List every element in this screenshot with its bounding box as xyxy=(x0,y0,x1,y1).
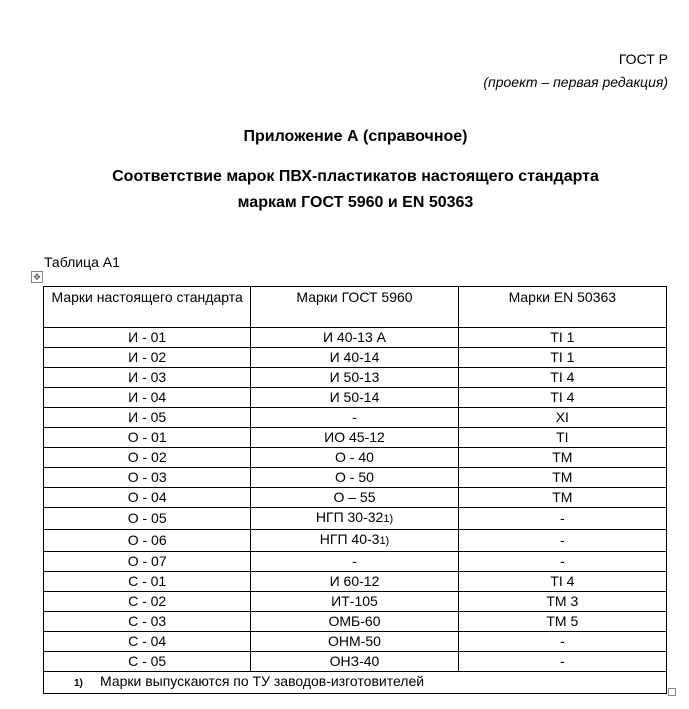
table-cell xyxy=(458,530,666,552)
table-cell xyxy=(458,388,666,408)
table-cell xyxy=(44,612,251,632)
table-row xyxy=(44,530,667,552)
table-cell xyxy=(251,428,458,448)
table-row xyxy=(44,388,667,408)
cell-text: TI xyxy=(556,429,569,445)
cell-text: - xyxy=(559,510,565,526)
table-cell xyxy=(458,552,666,572)
table-cell xyxy=(44,572,251,592)
table-cell xyxy=(44,508,251,530)
table-cell xyxy=(44,328,251,348)
table-cell xyxy=(458,468,666,488)
table-cell xyxy=(251,572,458,592)
cell-text: О - 40 xyxy=(335,449,374,465)
cell-text: ИО 45-12 xyxy=(324,429,385,445)
table-cell xyxy=(458,508,666,530)
table-cell xyxy=(251,408,458,428)
cell-text: ИТ-105 xyxy=(331,593,378,609)
table-cell xyxy=(251,328,458,348)
cell-text: ОНЗ-40 xyxy=(329,653,380,669)
cell-text: О - 07 xyxy=(127,553,167,569)
table-cell xyxy=(458,448,666,468)
table-cell xyxy=(458,328,666,348)
cell-text: И 50-13 xyxy=(329,369,380,385)
cell-text: О - 50 xyxy=(335,469,374,485)
cell-text: ТМ 3 xyxy=(546,593,579,609)
table-cell xyxy=(44,348,251,368)
table-cell xyxy=(44,448,251,468)
table-resize-handle[interactable] xyxy=(668,688,676,696)
table-cell xyxy=(44,488,251,508)
table-cell xyxy=(458,652,666,672)
table-cell xyxy=(44,368,251,388)
table-cell xyxy=(44,408,251,428)
cell-text: О - 03 xyxy=(127,469,167,485)
cell-text: - xyxy=(559,653,565,669)
cell-text: - xyxy=(352,553,357,569)
table-cell xyxy=(458,408,666,428)
cell-text: О - 04 xyxy=(127,489,167,505)
cell-text: С - 03 xyxy=(128,613,167,629)
appendix-subtitle-line2: маркам ГОСТ 5960 и EN 50363 xyxy=(237,194,474,211)
table-cell xyxy=(251,592,458,612)
table-cell xyxy=(251,652,458,672)
cell-text: TI 4 xyxy=(550,389,575,405)
table-row xyxy=(44,632,667,652)
cell-text: TI 4 xyxy=(550,369,575,385)
cell-text: НГП 40-3 xyxy=(319,531,380,547)
table-cell xyxy=(458,592,666,612)
cell-text: И 60-12 xyxy=(329,573,380,589)
footnote-reference: 1) xyxy=(383,513,394,525)
table-row xyxy=(44,428,667,448)
cell-text: И 40-13 А xyxy=(322,329,386,345)
cell-text: ОНМ-50 xyxy=(328,633,381,649)
footnote-mark: 1) xyxy=(74,678,83,689)
cell-text: XI xyxy=(555,409,569,425)
cell-text: И 50-14 xyxy=(329,389,380,405)
table-row xyxy=(44,468,667,488)
table-cell xyxy=(251,348,458,368)
table-row xyxy=(44,612,667,632)
table-move-handle-icon[interactable]: ✥ xyxy=(31,271,43,283)
cell-text: TI 1 xyxy=(550,329,575,345)
cell-text: С - 05 xyxy=(128,653,167,669)
table-cell xyxy=(251,508,458,530)
grades-table xyxy=(43,286,667,694)
table-row xyxy=(44,368,667,388)
cell-text: О - 01 xyxy=(127,429,167,445)
footnote-text: Марки выпускаются по ТУ заводов-изготовителей xyxy=(100,673,425,689)
table-cell xyxy=(458,348,666,368)
footnote-row xyxy=(44,672,667,694)
table-cell xyxy=(458,488,666,508)
footnote-reference: 1) xyxy=(379,535,390,547)
table-cell xyxy=(251,488,458,508)
cell-text: С - 01 xyxy=(128,573,167,589)
cell-text: О – 55 xyxy=(333,489,376,505)
edition-label: (проект – первая редакция) xyxy=(483,74,668,90)
cell-text: ТМ xyxy=(552,469,573,485)
cell-text: ТМ xyxy=(552,449,573,465)
column-header: Марки настоящего стандарта xyxy=(44,287,251,328)
cell-text: ТМ 5 xyxy=(546,613,579,629)
cell-text: TI 1 xyxy=(550,349,575,365)
cell-text: С - 04 xyxy=(128,633,167,649)
table-cell xyxy=(44,592,251,612)
cell-text: О - 02 xyxy=(127,449,167,465)
table-cell xyxy=(251,468,458,488)
table-cell xyxy=(458,612,666,632)
table-cell xyxy=(251,612,458,632)
table-cell xyxy=(251,448,458,468)
table-cell xyxy=(251,368,458,388)
table-row xyxy=(44,652,667,672)
table-cell xyxy=(458,428,666,448)
cell-text: И - 03 xyxy=(128,369,167,385)
table-row xyxy=(44,552,667,572)
appendix-subtitle-line1: Соответствие марок ПВХ-пластикатов настоящего стандарта xyxy=(112,168,599,185)
table-row xyxy=(44,448,667,468)
cell-text: О - 06 xyxy=(127,532,167,548)
cell-text: И - 01 xyxy=(128,329,167,345)
table-row xyxy=(44,488,667,508)
cell-text: И - 05 xyxy=(128,409,167,425)
cell-text: И - 04 xyxy=(128,389,167,405)
appendix-title: Приложение А (справочное) xyxy=(243,128,468,145)
table-cell xyxy=(251,530,458,552)
cell-text: TI 4 xyxy=(550,573,575,589)
column-header: Марки ГОСТ 5960 xyxy=(251,287,458,328)
table-row xyxy=(44,592,667,612)
table-cell xyxy=(458,572,666,592)
table-row xyxy=(44,348,667,368)
table-row xyxy=(44,572,667,592)
cell-text: - xyxy=(559,553,565,569)
cell-text: ОМБ-60 xyxy=(328,613,381,629)
cell-text: И - 02 xyxy=(128,349,167,365)
table-cell xyxy=(44,388,251,408)
table-cell xyxy=(251,552,458,572)
cell-text: - xyxy=(559,633,565,649)
table-cell xyxy=(251,388,458,408)
cell-text: О - 05 xyxy=(127,510,167,526)
table-cell xyxy=(44,530,251,552)
table-cell xyxy=(44,428,251,448)
footnote-cell xyxy=(44,672,667,694)
table-row xyxy=(44,408,667,428)
table-cell xyxy=(458,368,666,388)
table-cell xyxy=(44,552,251,572)
standard-label: ГОСТ Р xyxy=(618,51,668,67)
column-header: Марки EN 50363 xyxy=(458,287,666,328)
table-row xyxy=(44,508,667,530)
cell-text: - xyxy=(559,532,565,548)
table-cell xyxy=(44,632,251,652)
cell-text: С - 02 xyxy=(128,593,167,609)
table-cell xyxy=(44,652,251,672)
table-caption: Таблица А1 xyxy=(44,254,120,270)
cell-text: И 40-14 xyxy=(329,349,380,365)
cell-text: НГП 30-32 xyxy=(315,509,384,525)
table-cell xyxy=(44,468,251,488)
table-header-row xyxy=(44,287,667,328)
cell-text: ТМ xyxy=(552,489,573,505)
cell-text: - xyxy=(352,409,357,425)
table-cell xyxy=(458,632,666,652)
table-row xyxy=(44,328,667,348)
table-cell xyxy=(251,632,458,652)
